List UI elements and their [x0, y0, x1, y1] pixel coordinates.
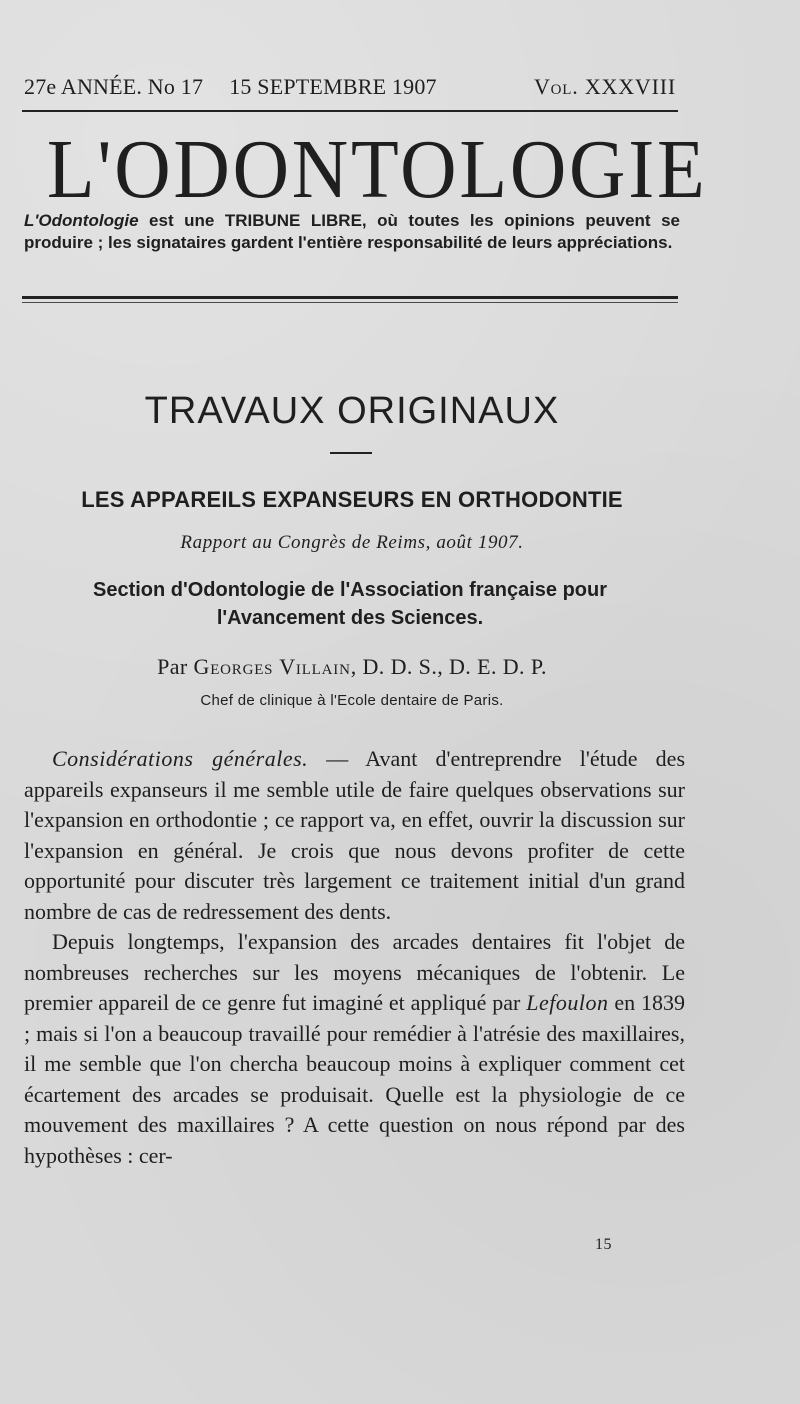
- paragraph-2: [24, 927, 685, 1171]
- association-section: [80, 576, 620, 632]
- author-degrees: , D. D. S., D. E. D. P.: [350, 654, 547, 679]
- paragraph-2-italic-name: Lefoulon: [526, 990, 609, 1015]
- running-header: [24, 74, 676, 100]
- issue-date: 15 SEPTEMBRE 1907: [229, 74, 437, 99]
- masthead-rule-thick: [22, 296, 678, 299]
- masthead-rule-thin: [22, 302, 678, 303]
- header-left-group: [24, 74, 437, 100]
- article-body: [24, 744, 685, 1171]
- paragraph-1-heading: Considérations générales.: [52, 746, 309, 771]
- author-prefix: Par: [157, 654, 194, 679]
- report-subtitle: Rapport au Congrès de Reims, août 1907.: [180, 532, 524, 553]
- paragraph-2-text-a: Depuis longtemps, l'expansion des arcades dentaires fit l'objet de nombreuses recherches sur les moyens mécaniques de l'obtenir. Le premier appareil de ce genre fut imaginé et appliqué par: [24, 929, 685, 1015]
- paragraph-1: [24, 744, 685, 927]
- paragraph-1-text: — Avant d'entreprendre l'étude des appareils expanseurs il me semble utile de faire quelques observations sur l'expansion en orthodontie ; ce rapport va, en effet, ouvrir la discussion sur l'expansion en général. Je crois que nous devons profiter de cette opportunité pour discuter très largement ce traitement initial d'un grand nombre de cas de redressement des dents.: [24, 746, 685, 924]
- association-line-1: Section d'Odontologie de l'Association française pour: [92, 579, 608, 601]
- section-divider: [330, 452, 372, 454]
- association-line-2: l'Avancement des Sciences.: [216, 607, 484, 629]
- tribune-text: est une TRIBUNE LIBRE, où toutes les opinions peuvent se produire ; les signataires gardent l'entière responsabilité de leurs appréciations.: [24, 211, 680, 252]
- author-affiliation: Chef de clinique à l'Ecole dentaire de Paris.: [200, 692, 504, 709]
- volume-label: Vol. XXXVIII: [533, 74, 676, 99]
- issue-label: 27e ANNÉE. No 17: [24, 74, 204, 99]
- header-rule: [22, 110, 678, 112]
- section-heading: TRAVAUX ORIGINAUX: [144, 390, 560, 432]
- journal-title: L'ODONTOLOGIE: [46, 123, 708, 216]
- page-number: 15: [595, 1236, 612, 1253]
- article-title: LES APPAREILS EXPANSEURS EN ORTHODONTIE: [81, 487, 623, 512]
- author-name: Georges Villain: [193, 654, 351, 679]
- author-byline: [24, 654, 680, 680]
- tribune-journal-name: L'Odontologie: [24, 211, 139, 230]
- tribune-notice: [24, 210, 680, 254]
- paragraph-2-text-b: en 1839 ; mais si l'on a beaucoup travaillé pour remédier à l'atrésie des maxillaires, il me semble que l'on chercha beaucoup moins à expliquer comment cet écartement des arcades se produisait. Quelle est la physiologie de ce mouvement des maxillaires ? A cette question on nous répond par des hypothèses : cer-: [24, 990, 685, 1168]
